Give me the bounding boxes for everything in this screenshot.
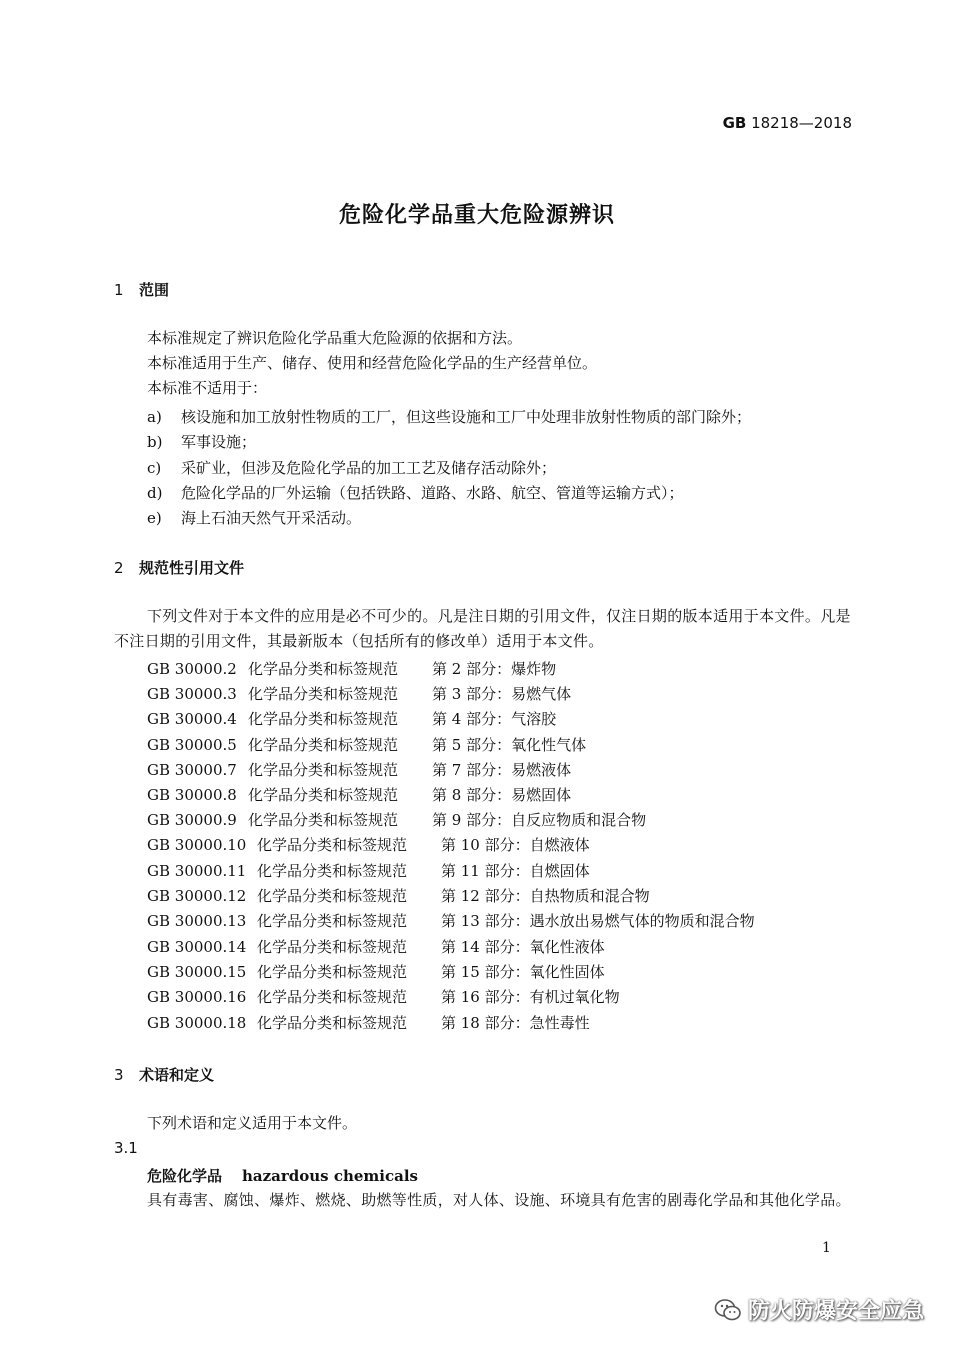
- watermark: [714, 1294, 924, 1325]
- ref-part: 第 18 部分：急性毒性: [441, 1014, 590, 1032]
- reference-row: [147, 734, 586, 755]
- ref-name: 化学品分类和标签规范: [248, 736, 399, 754]
- paragraph: 下列术语和定义适用于本文件。: [147, 1114, 358, 1132]
- list-text: 海上石油天然气开采活动。: [181, 509, 362, 527]
- ref-code: GB 30000.16: [147, 988, 247, 1006]
- ref-part: 第 8 部分：易燃固体: [432, 786, 572, 804]
- ref-part: 第 16 部分：有机过氧化物: [441, 988, 620, 1006]
- ref-part: 第 10 部分：自燃液体: [441, 836, 590, 854]
- ref-name: 化学品分类和标签规范: [248, 761, 399, 779]
- section-3-heading: [114, 1064, 214, 1085]
- ref-name: 化学品分类和标签规范: [248, 660, 399, 678]
- reference-row: [147, 759, 571, 780]
- paragraph: 本标准规定了辨识危险化学品重大危险源的依据和方法。: [147, 329, 523, 347]
- ref-code: GB 30000.3: [147, 685, 237, 703]
- ref-code: GB 30000.18: [147, 1014, 247, 1032]
- term-name: [147, 1165, 418, 1186]
- ref-name: 化学品分类和标签规范: [257, 938, 408, 956]
- ref-name: 化学品分类和标签规范: [257, 963, 408, 981]
- section-number: 3: [114, 1066, 124, 1084]
- ref-part: 第 12 部分：自热物质和混合物: [441, 887, 650, 905]
- section-number: 1: [114, 281, 124, 299]
- section-number: 2: [114, 559, 124, 577]
- term-zh: 危险化学品: [147, 1167, 223, 1185]
- list-text: 核设施和加工放射性物质的工厂，但这些设施和工厂中处理非放射性物质的部门除外；: [181, 408, 752, 426]
- standard-prefix: GB: [722, 114, 747, 132]
- ref-part: 第 4 部分：气溶胶: [432, 710, 557, 728]
- list-marker: a): [147, 408, 162, 426]
- list-item: [147, 431, 256, 452]
- ref-part: 第 14 部分：氧化性液体: [441, 938, 605, 956]
- ref-name: 化学品分类和标签规范: [257, 912, 408, 930]
- list-text: 危险化学品的厂外运输（包括铁路、道路、水路、航空、管道等运输方式）；: [181, 484, 684, 502]
- section-title: 规范性引用文件: [139, 559, 245, 577]
- ref-code: GB 30000.11: [147, 862, 247, 880]
- term-number: 3.1: [114, 1139, 138, 1157]
- list-marker: c): [147, 459, 162, 477]
- document-title: 危险化学品重大危险源辨识: [338, 203, 615, 228]
- watermark-text: 防火防爆安全应急: [747, 1299, 924, 1324]
- ref-part: 第 7 部分：易燃液体: [432, 761, 572, 779]
- ref-code: GB 30000.5: [147, 736, 237, 754]
- reference-row: [147, 834, 590, 855]
- reference-row: [147, 936, 605, 957]
- list-item: [147, 507, 361, 528]
- paragraph: 本标准适用于生产、储存、使用和经营危险化学品的生产经营单位。: [147, 354, 598, 372]
- ref-name: 化学品分类和标签规范: [257, 1014, 408, 1032]
- ref-code: GB 30000.2: [147, 660, 237, 678]
- reference-row: [147, 683, 571, 704]
- reference-row: [147, 809, 646, 830]
- reference-row: [147, 1012, 590, 1033]
- ref-name: 化学品分类和标签规范: [257, 836, 408, 854]
- list-item: [147, 457, 556, 478]
- ref-code: GB 30000.15: [147, 963, 247, 981]
- ref-code: GB 30000.10: [147, 836, 247, 854]
- reference-row: [147, 658, 556, 679]
- list-item: [147, 406, 751, 427]
- section-title: 范围: [139, 281, 170, 299]
- reference-row: [147, 910, 755, 931]
- paragraph: 下列文件对于本文件的应用是必不可少的。凡是注日期的引用文件，仅注日期的版本适用于本文件。凡是不注日期的引用文件，其最新版本（包括所有的修改单）适用于本文件。: [114, 607, 851, 650]
- list-marker: b): [147, 433, 163, 451]
- reference-row: [147, 961, 605, 982]
- list-item: [147, 482, 684, 503]
- ref-code: GB 30000.8: [147, 786, 237, 804]
- ref-part: 第 3 部分：易燃气体: [432, 685, 572, 703]
- list-text: 采矿业，但涉及危险化学品的加工工艺及储存活动除外；: [181, 459, 557, 477]
- section-title: 术语和定义: [139, 1066, 215, 1084]
- ref-part: 第 2 部分：爆炸物: [432, 660, 557, 678]
- reference-row: [147, 860, 590, 881]
- reference-row: [147, 708, 556, 729]
- ref-code: GB 30000.7: [147, 761, 237, 779]
- ref-name: 化学品分类和标签规范: [248, 786, 399, 804]
- reference-row: [147, 784, 571, 805]
- ref-name: 化学品分类和标签规范: [257, 988, 408, 1006]
- standard-code: [723, 114, 852, 132]
- page-number: 1: [822, 1240, 831, 1256]
- list-text: 军事设施；: [181, 433, 257, 451]
- ref-code: GB 30000.14: [147, 938, 247, 956]
- ref-code: GB 30000.4: [147, 710, 237, 728]
- section-1-heading: [114, 279, 169, 300]
- ref-name: 化学品分类和标签规范: [257, 862, 408, 880]
- wechat-icon: [714, 1298, 742, 1322]
- ref-part: 第 5 部分：氧化性气体: [432, 736, 587, 754]
- ref-code: GB 30000.12: [147, 887, 247, 905]
- list-marker: d): [147, 484, 163, 502]
- ref-part: 第 15 部分：氧化性固体: [441, 963, 605, 981]
- standard-number: 18218—2018: [751, 114, 852, 132]
- ref-name: 化学品分类和标签规范: [248, 811, 399, 829]
- list-marker: e): [147, 509, 162, 527]
- ref-name: 化学品分类和标签规范: [257, 887, 408, 905]
- ref-name: 化学品分类和标签规范: [248, 685, 399, 703]
- ref-part: 第 13 部分：遇水放出易燃气体的物质和混合物: [441, 912, 755, 930]
- term-en: hazardous chemicals: [242, 1167, 418, 1185]
- section-2-heading: [114, 557, 244, 578]
- ref-code: GB 30000.13: [147, 912, 247, 930]
- term-definition: 具有毒害、腐蚀、爆炸、燃烧、助燃等性质，对人体、设施、环境具有危害的剧毒化学品和其他化学品。: [147, 1191, 851, 1209]
- ref-part: 第 11 部分：自燃固体: [441, 862, 590, 880]
- ref-name: 化学品分类和标签规范: [248, 710, 399, 728]
- paragraph: 本标准不适用于：: [147, 379, 268, 397]
- ref-code: GB 30000.9: [147, 811, 237, 829]
- ref-part: 第 9 部分：自反应物质和混合物: [432, 811, 647, 829]
- reference-row: [147, 986, 620, 1007]
- reference-row: [147, 885, 650, 906]
